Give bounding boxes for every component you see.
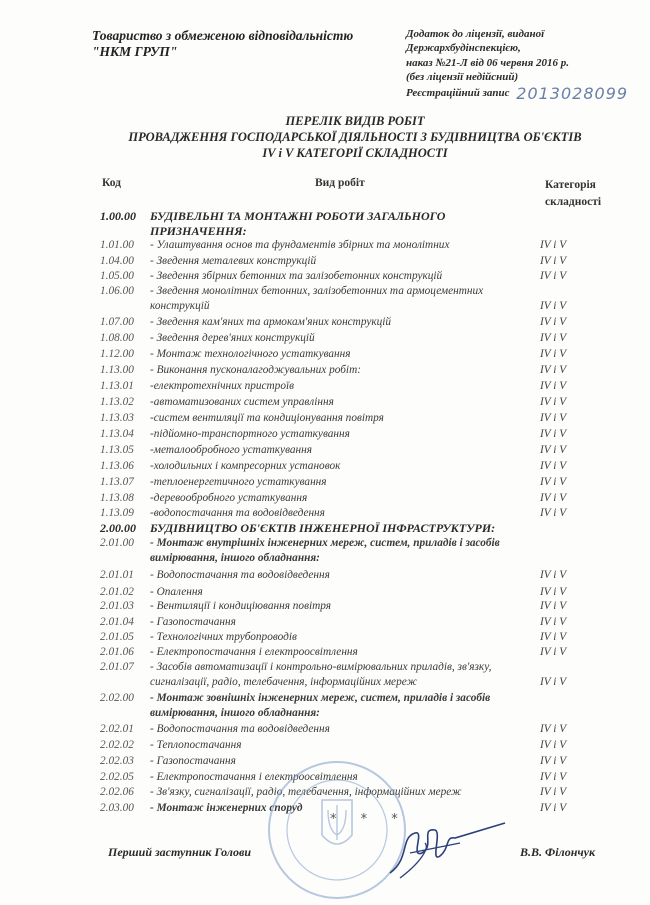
signatory-name: В.В. Філончук [520, 845, 596, 859]
row-work: - Зведення дерев'яних конструкцій [150, 332, 315, 344]
row-work: - Монтаж технологічного устаткування [150, 348, 351, 360]
document-title [60, 113, 650, 161]
row-code: 2.02.02 [100, 739, 134, 751]
row-code: 1.13.08 [100, 492, 134, 504]
addendum-line: наказ №21-Л від 06 червня 2016 р. [406, 56, 569, 69]
row-category: IV і V [540, 600, 567, 612]
row-category: IV і V [540, 396, 567, 408]
row-work: -теплоенергетичного устаткування [150, 476, 327, 488]
row-work: - Електропостачання і електроосвітлення [150, 771, 358, 783]
row-code: 1.13.09 [100, 507, 134, 519]
row-work: -металообробного устаткування [150, 444, 313, 456]
row-work: - Зв'язку, сигналізації, радіо, телебачення, інформаційних мереж [150, 786, 462, 798]
column-header-code: Код [102, 177, 122, 189]
row-code: 1.13.06 [100, 460, 134, 472]
row-category: IV і V [540, 569, 567, 581]
row-code: 2.02.03 [100, 755, 134, 767]
row-work: -деревообробного устаткування [150, 492, 308, 504]
addendum-line: (без ліцензії недійсний) [406, 70, 519, 83]
row-code: 2.00.00 [100, 521, 136, 535]
row-category: IV і V [540, 676, 567, 688]
row-work: -систем вентиляції та кондиціонування повітря [150, 412, 384, 424]
row-category: IV і V [540, 428, 567, 440]
row-work: - Зведення кам'яних та армокам'яних конструкцій [150, 316, 392, 328]
row-category: IV і V [540, 507, 567, 519]
row-code: 2.01.07 [100, 661, 134, 673]
row-work: - Водопостачання та водовідведення [150, 723, 330, 735]
row-category: IV і V [540, 460, 567, 472]
row-code: 2.02.00 [100, 692, 134, 704]
row-work: - Зведення металевих конструкцій [150, 255, 317, 267]
row-category: IV і V [540, 380, 567, 392]
column-header-work-type: Вид робіт [315, 177, 365, 189]
title-line-2: ПРОВАДЖЕННЯ ГОСПОДАРСЬКОЇ ДІЯЛЬНОСТІ З БУДІВНИЦТВА ОБ'ЄКТІВ [128, 130, 582, 144]
registry-number-handwritten: 2013028099 [516, 84, 629, 104]
license-addendum-note [406, 27, 629, 104]
org-line-2: "НКМ ГРУП" [92, 44, 178, 59]
row-code: 2.01.02 [100, 586, 134, 598]
row-category: IV і V [540, 492, 567, 504]
row-category: IV і V [540, 739, 567, 751]
row-work: БУДІВНИЦТВО ОБ'ЄКТІВ ІНЖЕНЕРНОЇ ІНФРАСТРУКТУРИ: [150, 521, 496, 535]
row-code: 2.03.00 [100, 802, 134, 814]
row-work: - Засобів автоматизації і контрольно-вимірювальних приладів, зв'язку, сигналізації, радіо, телебачення, інформаційних мереж [150, 661, 492, 688]
row-code: 1.01.00 [100, 239, 134, 251]
row-code: 1.12.00 [100, 348, 134, 360]
row-category: IV і V [540, 723, 567, 735]
row-category: IV і V [540, 332, 567, 344]
row-code: 2.01.03 [100, 600, 134, 612]
row-work: - Монтаж інженерних споруд [150, 802, 303, 814]
addendum-line: Держархбудінспекцією, [406, 42, 521, 55]
row-code: 1.13.02 [100, 396, 134, 408]
row-work: -електротехнічних пристроїв [150, 380, 295, 392]
row-code: 2.01.01 [100, 569, 134, 581]
row-category: IV і V [540, 444, 567, 456]
row-code: 1.13.03 [100, 412, 134, 424]
row-code: 1.13.05 [100, 444, 134, 456]
signatory-position: Перший заступник Голови [108, 845, 251, 859]
row-category: IV і V [540, 476, 567, 488]
row-work: - Технологічних трубопроводів [150, 631, 297, 643]
row-category: IV і V [540, 786, 567, 798]
row-work: -холодильних і компресорних установок [150, 460, 341, 472]
row-code: 1.13.07 [100, 476, 134, 488]
row-work: - Монтаж внутрішніх інженерних мереж, систем, приладів і засобів вимірювання, іншого обладнання: [150, 537, 500, 564]
row-code: 2.02.01 [100, 723, 134, 735]
row-code: 1.13.01 [100, 380, 134, 392]
row-category: IV і V [540, 631, 567, 643]
row-category: IV і V [540, 616, 567, 628]
row-code: 2.02.05 [100, 771, 134, 783]
row-code: 1.13.00 [100, 364, 134, 376]
row-category: IV і V [540, 239, 567, 251]
row-code: 2.01.00 [100, 537, 134, 549]
org-line-1: Товариство з обмеженою відповідальністю [92, 28, 354, 43]
row-work: - Газопостачання [150, 616, 236, 628]
row-code: 1.06.00 [100, 285, 134, 297]
row-work: - Електропостачання і електроосвітлення [150, 646, 358, 658]
row-category: IV і V [540, 586, 567, 598]
title-line-1: ПЕРЕЛІК ВИДІВ РОБІТ [285, 114, 425, 128]
title-line-3: IV і V КАТЕГОРІЇ СКЛАДНОСТІ [262, 146, 448, 160]
row-code: 1.07.00 [100, 316, 134, 328]
addendum-line: Додаток до ліцензії, виданої [406, 28, 545, 40]
row-work: БУДІВЕЛЬНІ ТА МОНТАЖНІ РОБОТИ ЗАГАЛЬНОГО ПРИЗНАЧЕННЯ: [150, 209, 446, 238]
row-code: 1.05.00 [100, 270, 134, 282]
row-category: IV і V [540, 255, 567, 267]
row-code: 1.00.00 [100, 209, 136, 223]
row-code: 1.13.04 [100, 428, 134, 440]
row-work: - Газопостачання [150, 755, 236, 767]
row-work: - Зведення монолітних бетонних, залізобетонних та армоцементних конструкцій [150, 285, 484, 312]
decorative-stars: * * * [330, 812, 408, 827]
signature-icon [380, 818, 510, 883]
row-work: - Водопостачання та водовідведення [150, 569, 330, 581]
row-work: - Вентиляції і кондиціювання повітря [150, 600, 332, 612]
row-category: IV і V [540, 771, 567, 783]
row-work: -автоматизованих систем управління [150, 396, 334, 408]
row-work: -підйомно-транспортного устаткування [150, 428, 350, 440]
row-category: IV і V [540, 646, 567, 658]
column-header-category: Категорія складності [545, 179, 602, 208]
row-work: -водопостачання та водовідведення [150, 507, 325, 519]
row-code: 2.01.06 [100, 646, 134, 658]
row-category: IV і V [540, 802, 567, 814]
row-code: 2.01.05 [100, 631, 134, 643]
row-work: - Опалення [150, 586, 203, 598]
row-category: IV і V [540, 755, 567, 767]
row-category: IV і V [540, 316, 567, 328]
row-work: - Улаштування основ та фундаментів збірних та монолітних [150, 239, 450, 251]
row-work: - Теплопостачання [150, 739, 242, 751]
row-work: - Монтаж зовнішніх інженерних мереж, систем, приладів і засобів вимірювання, іншого обладнання: [150, 692, 491, 719]
row-category: IV і V [540, 348, 567, 360]
row-code: 2.02.06 [100, 786, 134, 798]
row-code: 1.04.00 [100, 255, 134, 267]
registry-record [406, 84, 629, 104]
row-category: IV і V [540, 270, 567, 282]
row-code: 2.01.04 [100, 616, 134, 628]
row-category: IV і V [540, 300, 567, 312]
row-work: - Виконання пусконалагоджувальних робіт: [150, 364, 361, 376]
organization-name [92, 28, 353, 60]
registry-label: Реєстраційний запис [406, 87, 510, 100]
row-work: - Зведення збірних бетонних та залізобетонних конструкцій [150, 270, 443, 282]
row-code: 1.08.00 [100, 332, 134, 344]
row-category: IV і V [540, 412, 567, 424]
row-category: IV і V [540, 364, 567, 376]
